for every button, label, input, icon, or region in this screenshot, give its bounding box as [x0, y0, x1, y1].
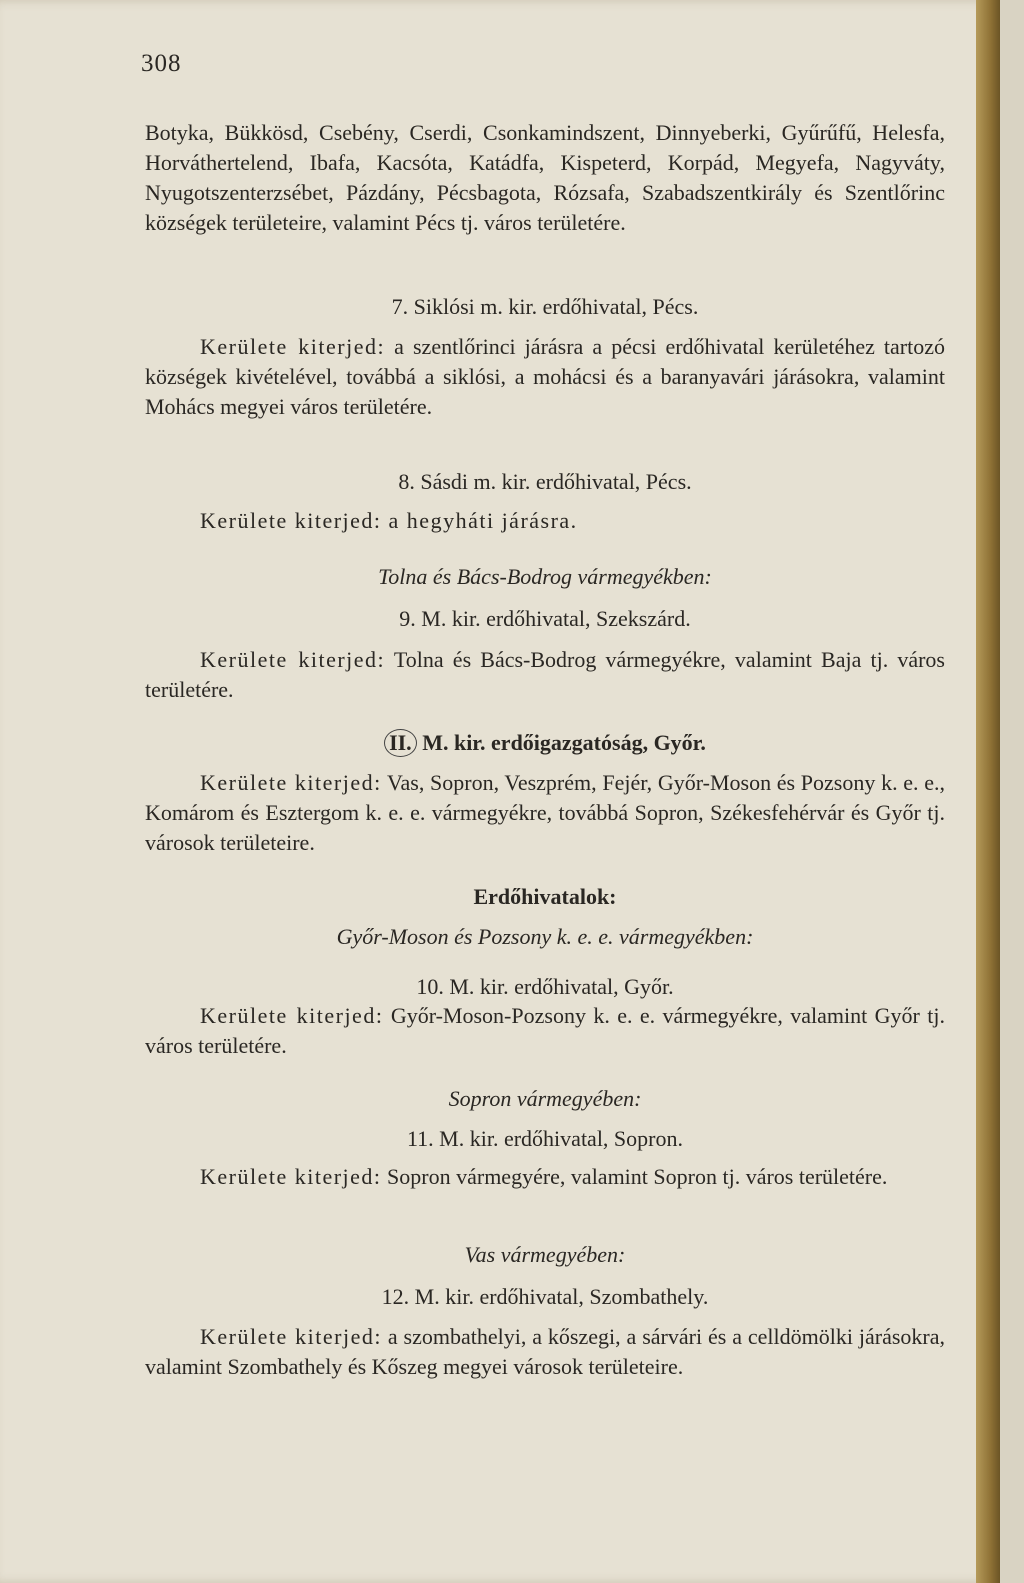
- lead-text: Kerülete kiterjed:: [200, 647, 386, 672]
- paragraph-11: [145, 1162, 945, 1192]
- heading-II: [145, 728, 945, 758]
- heading-12: 12. M. kir. erdőhivatal, Szombathely.: [381, 1284, 709, 1309]
- lead-text: Kerülete kiterjed:: [200, 1003, 384, 1028]
- paragraph-7: [145, 332, 945, 422]
- circled-numeral: II.: [384, 729, 417, 757]
- page-edge: [976, 0, 1000, 1583]
- subheading-vas: Vas vármegyében:: [464, 1242, 626, 1267]
- lead-text: Kerülete kiterjed:: [200, 1324, 382, 1349]
- heading-erdohivatalok: Erdőhivatalok:: [473, 884, 617, 909]
- body-text: a szombathelyi, a kőszegi, a sárvári és a celldömölki járásokra, valamint Szombathely és Kőszeg megyei városok területeire.: [145, 1324, 945, 1379]
- body-text: Tolna és Bács-Bodrog vármegyékre, valamint Baja tj. város területére.: [145, 647, 945, 702]
- heading-10: 10. M. kir. erdőhivatal, Győr.: [416, 974, 674, 999]
- body-text: a szentlőrinci járásra a pécsi erdőhivatal kerületéhez tartozó községek kivételével, továbbá a siklósi, a mohácsi és a baranyavári járásokra, valamint Mohács megyei város területére.: [145, 334, 945, 419]
- body-text: Vas, Sopron, Veszprém, Fejér, Győr-Moson és Pozsony k. e. e., Komárom és Esztergom k. e. e. vármegyékre, továbbá Sopron, Székesfehérvár és Győr tj. városok területeire.: [145, 770, 945, 855]
- heading-9: 9. M. kir. erdőhivatal, Szekszárd.: [399, 606, 691, 631]
- subheading-gyor: Győr-Moson és Pozsony k. e. e. vármegyékben:: [336, 924, 754, 949]
- lead-text: Kerülete kiterjed:: [200, 334, 386, 359]
- heading-7: 7. Siklósi m. kir. erdőhivatal, Pécs.: [391, 294, 699, 319]
- lead-text: Kerülete kiterjed:: [200, 1164, 382, 1189]
- heading-11: 11. M. kir. erdőhivatal, Sopron.: [407, 1126, 683, 1151]
- paragraph-villages: Botyka, Bükkösd, Csebény, Cserdi, Csonkamindszent, Dinnyeberki, Gyűrűfű, Helesfa, Horváthertelend, Ibafa, Kacsóta, Katádfa, Kispeterd, Korpád, Megyefa, Nagyváty, Nyugotszenterzsébet, Pázdány, Pécsbagota, Rózsafa, Szabadszentkirály és Szentlőrinc községek területeire, valamint Pécs tj. város területére.: [145, 120, 945, 235]
- paragraph-II: [145, 768, 945, 858]
- body-text: Győr-Moson-Pozsony k. e. e. vármegyékre, valamint Győr tj. város területére.: [145, 1003, 945, 1058]
- body-text: a hegyháti járásra.: [381, 508, 578, 533]
- paragraph-8: [145, 506, 945, 536]
- heading-8: 8. Sásdi m. kir. erdőhivatal, Pécs.: [398, 469, 692, 494]
- subheading-tolna: Tolna és Bács-Bodrog vármegyékben:: [378, 564, 712, 589]
- body-text: Sopron vármegyére, valamint Sopron tj. város területére.: [381, 1164, 888, 1189]
- paragraph-12: [145, 1322, 945, 1382]
- lead-text: Kerülete kiterjed:: [200, 508, 382, 533]
- paragraph-10: [145, 1001, 945, 1061]
- paragraph-9: [145, 645, 945, 705]
- subheading-sopron: Sopron vármegyében:: [448, 1086, 642, 1111]
- lead-text: Kerülete kiterjed:: [200, 770, 382, 795]
- heading-II-text: M. kir. erdőigazgatóság, Győr.: [416, 730, 706, 755]
- page-number: 308: [141, 50, 182, 77]
